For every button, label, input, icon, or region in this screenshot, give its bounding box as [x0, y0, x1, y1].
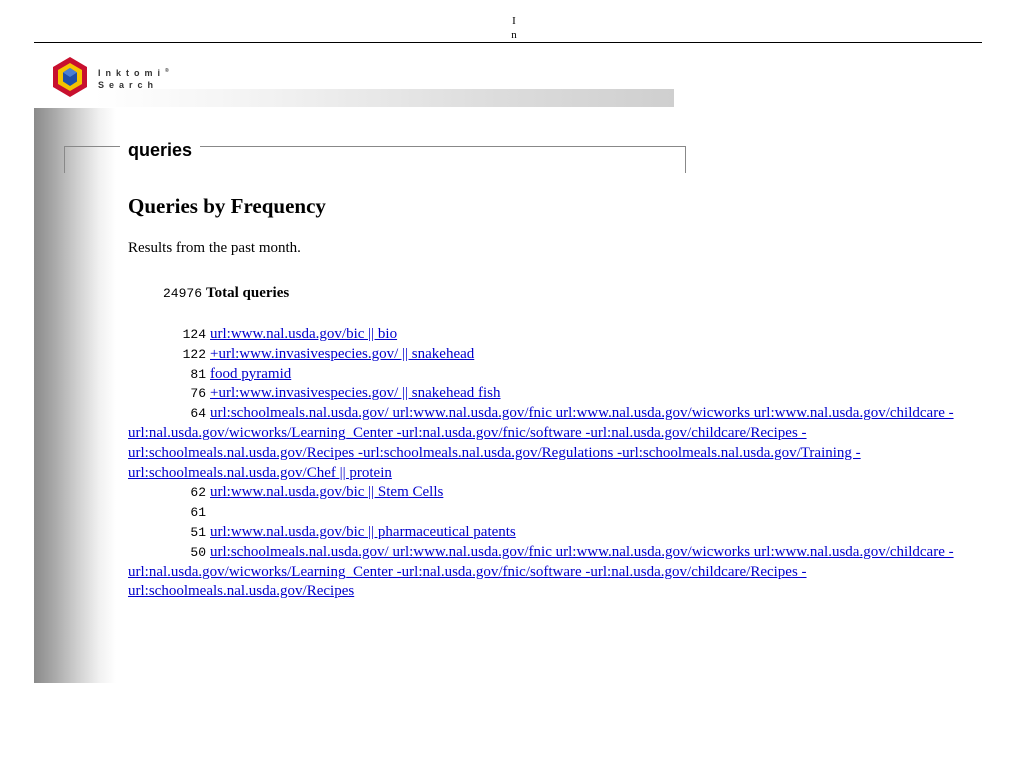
- query-count: 50: [190, 544, 206, 560]
- query-link[interactable]: url:schoolmeals.nal.usda.gov/ url:www.nal.usda.gov/fnic url:www.nal.usda.gov/wicworks url:www.nal.usda.gov/childcare -url:nal.usda.gov/wicworks/Learning_Center -url:nal.usda.gov/fnic/software -url:nal.usda.gov/childcare/Recipes -url:schoolmeals.nal.usda.gov/Recipes: [128, 543, 954, 600]
- query-link[interactable]: +url:www.invasivespecies.gov/ || snakehead fish: [210, 385, 501, 402]
- brand-wordmark: [98, 65, 169, 91]
- query-count: 51: [190, 524, 206, 540]
- brand-mark: ®: [165, 68, 169, 74]
- query-list: [128, 325, 1008, 602]
- stray-letter: I: [512, 15, 516, 27]
- brand-line-2: Search: [98, 80, 159, 90]
- query-count: 64: [190, 406, 206, 422]
- query-row: [128, 483, 1008, 503]
- query-row: [128, 325, 1008, 345]
- query-link[interactable]: url:www.nal.usda.gov/bic || Stem Cells: [210, 484, 444, 501]
- query-row: [128, 503, 1008, 523]
- inktomi-cube-logo-icon: [50, 55, 90, 99]
- total-queries-row: [128, 284, 1008, 303]
- query-count: 62: [190, 485, 206, 501]
- left-gradient-strip: [34, 43, 116, 683]
- brand-line-1: Inktomi: [98, 68, 166, 78]
- query-count: 61: [190, 505, 206, 521]
- query-row: [128, 384, 1008, 404]
- page-heading: Queries by Frequency: [128, 194, 326, 218]
- query-count: 124: [182, 327, 206, 342]
- main-content: [128, 193, 1008, 602]
- query-link[interactable]: +url:www.invasivespecies.gov/ || snakehead: [210, 345, 475, 362]
- section-title: queries: [120, 139, 200, 161]
- query-count: 122: [182, 346, 206, 362]
- results-period: Results from the past month.: [128, 240, 301, 256]
- query-link[interactable]: url:www.nal.usda.gov/bic || pharmaceutical patents: [210, 523, 516, 540]
- stray-header-letters: [510, 14, 518, 44]
- query-count: 81: [190, 366, 206, 382]
- query-link[interactable]: food pyramid: [210, 365, 292, 382]
- query-link[interactable]: url:schoolmeals.nal.usda.gov/ url:www.nal.usda.gov/fnic url:www.nal.usda.gov/wicworks url:www.nal.usda.gov/childcare -url:nal.usda.gov/wicworks/Learning_Center -url:nal.usda.gov/fnic/software -url:nal.usda.gov/childcare/Recipes -url:schoolmeals.nal.usda.gov/Recipes -url:schoolmeals.nal.usda.gov/Regulations -url:schoolmeals.nal.usda.gov/Training -url:schoolmeals.nal.usda.gov/Chef || protein: [128, 405, 954, 481]
- total-queries-count: 24976: [162, 286, 202, 301]
- query-row: [128, 543, 1008, 602]
- stray-letter: n: [511, 29, 517, 41]
- query-link[interactable]: url:www.nal.usda.gov/bic || bio: [210, 326, 398, 342]
- query-row: [128, 523, 1008, 543]
- header-gradient-bar: [94, 89, 674, 107]
- query-row: [128, 404, 1008, 483]
- query-row: [128, 345, 1008, 365]
- total-queries-label: Total queries: [206, 285, 290, 301]
- query-row: [128, 365, 1008, 385]
- page-frame: [34, 43, 1024, 683]
- query-count: 76: [190, 386, 206, 402]
